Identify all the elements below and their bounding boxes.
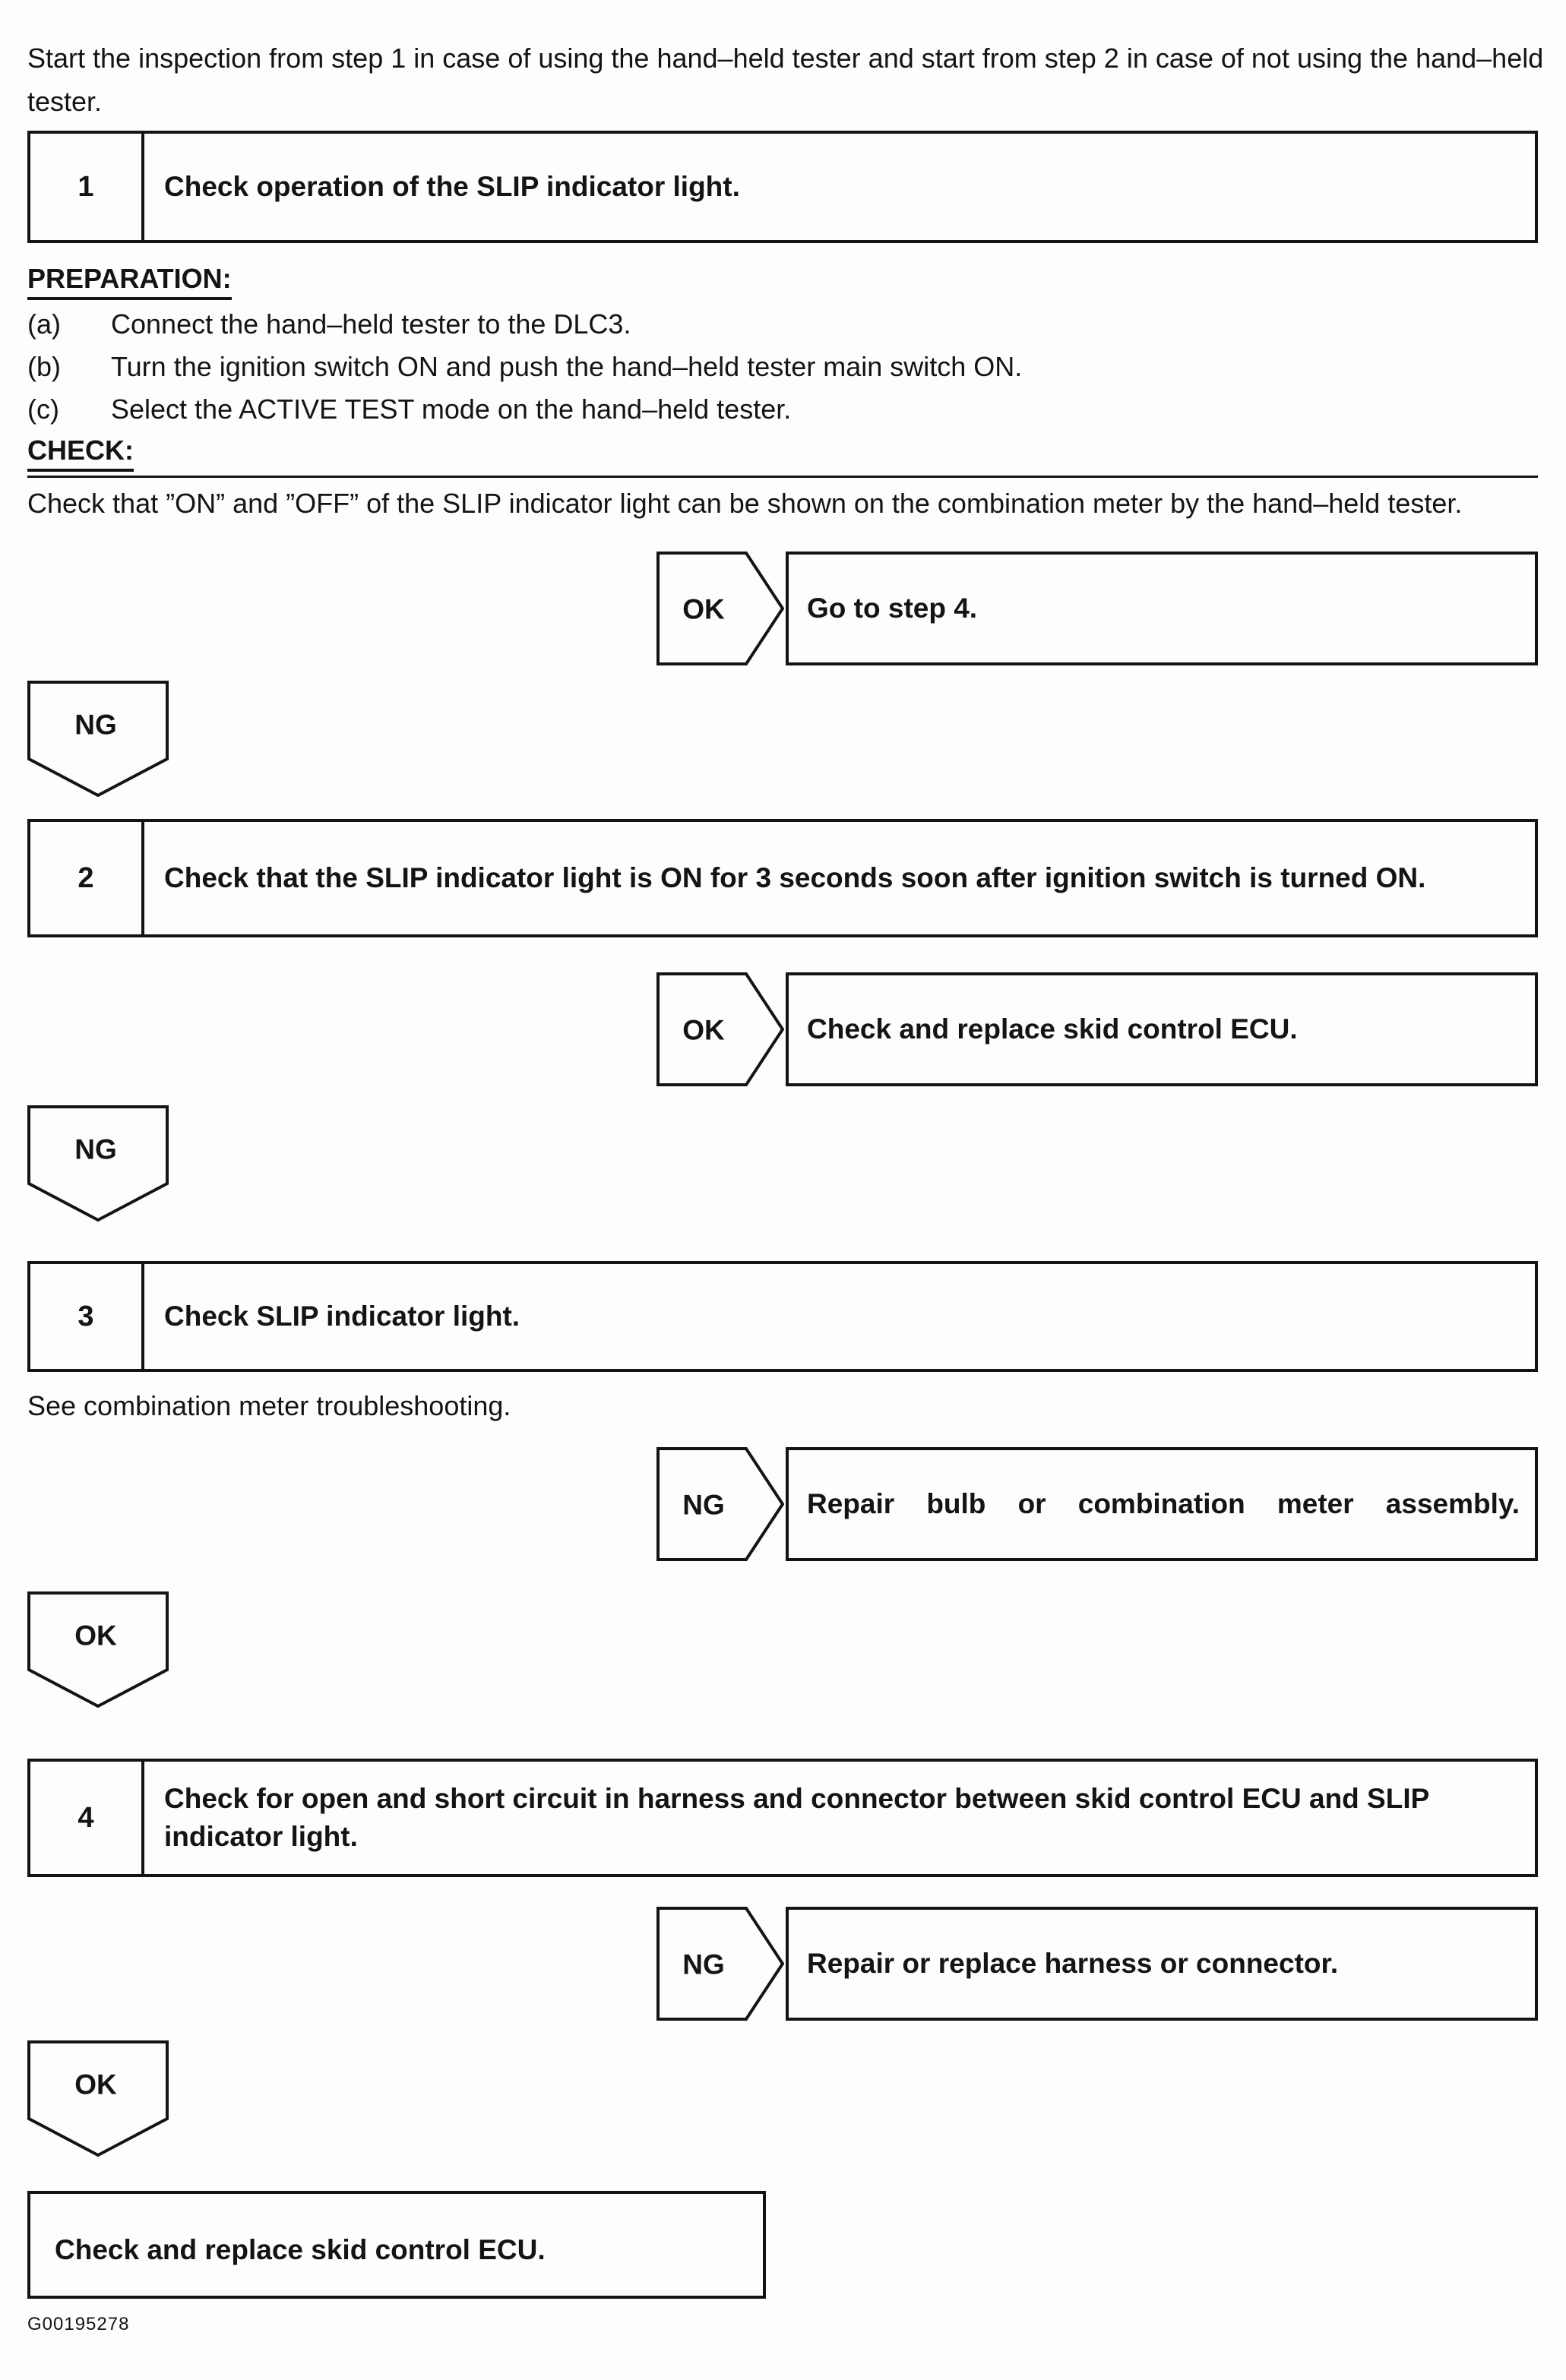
item-marker: (c) xyxy=(27,394,59,425)
figure-id: G00195278 xyxy=(27,2314,130,2334)
check-text: Check that ”ON” and ”OFF” of the SLIP indicator light can be shown on the combination meter by the hand–held tester. xyxy=(27,488,1463,519)
branch-ok-2 xyxy=(656,972,1538,1086)
ng-label: NG xyxy=(74,709,117,741)
item-text: Turn the ignition switch ON and push the hand–held tester main switch ON. xyxy=(111,351,1023,382)
result-box-replace-ecu xyxy=(786,972,1538,1086)
check-heading-text: CHECK: xyxy=(27,435,134,472)
ok-label: OK xyxy=(682,593,725,625)
final-action-box xyxy=(27,2191,766,2299)
branch-ng-1 xyxy=(656,1447,1538,1561)
ok-label: OK xyxy=(74,2069,117,2100)
branch-ok-1 xyxy=(656,552,1538,665)
ng-arrow-icon xyxy=(656,1447,784,1561)
ok-label: OK xyxy=(74,1620,117,1651)
preparation-heading-text: PREPARATION: xyxy=(27,263,232,300)
step-4-title: Check for open and short circuit in harness and connector between skid control ECU and SLIP indicator light. xyxy=(164,1783,1429,1852)
ng-label: NG xyxy=(682,1949,725,1980)
result-text: Repair bulb or combination meter assembly. xyxy=(807,1488,1520,1519)
final-action-text: Check and replace skid control ECU. xyxy=(55,2234,546,2265)
result-box-repair-bulb xyxy=(786,1447,1538,1561)
ng-label: NG xyxy=(74,1133,117,1165)
preparation-heading xyxy=(27,263,232,300)
step-3-number: 3 xyxy=(30,1264,144,1369)
item-text: Select the ACTIVE TEST mode on the hand–held tester. xyxy=(111,394,792,425)
intro-text: Start the inspection from step 1 in case of using the hand–held tester and start from step 2 in case of not using the hand–held tester. xyxy=(27,43,1544,117)
step-4-number: 4 xyxy=(30,1762,144,1874)
step-2-title: Check that the SLIP indicator light is ON for 3 seconds soon after ignition switch is turned ON. xyxy=(164,862,1426,893)
step-1-number: 1 xyxy=(30,134,144,240)
item-marker: (b) xyxy=(27,351,61,382)
result-box-repair-harness xyxy=(786,1907,1538,2021)
check-heading xyxy=(27,435,134,472)
ok-label: OK xyxy=(682,1014,725,1046)
preparation-item-a xyxy=(27,308,1552,340)
step-3-box xyxy=(27,1261,1538,1372)
ng-arrow-icon xyxy=(656,1907,784,2021)
item-text: Connect the hand–held tester to the DLC3. xyxy=(111,308,631,340)
ng-connector-icon xyxy=(27,1105,169,1222)
step-1-title: Check operation of the SLIP indicator light. xyxy=(164,171,740,202)
result-box-go-to-step-4 xyxy=(786,552,1538,665)
ng-label: NG xyxy=(682,1489,725,1521)
step-3-note: See combination meter troubleshooting. xyxy=(27,1390,511,1421)
preparation-item-b xyxy=(27,351,1552,383)
ok-connector-icon xyxy=(27,2040,169,2157)
step-3-title: Check SLIP indicator light. xyxy=(164,1301,520,1332)
branch-ng-2 xyxy=(656,1907,1538,2021)
check-divider xyxy=(27,476,1538,478)
result-text: Repair or replace harness or connector. xyxy=(807,1948,1339,1979)
preparation-item-c xyxy=(27,394,1552,425)
step-1-box xyxy=(27,131,1538,243)
result-text: Go to step 4. xyxy=(807,593,978,624)
ok-connector-icon xyxy=(27,1591,169,1708)
result-text: Check and replace skid control ECU. xyxy=(807,1013,1298,1045)
ok-arrow-icon xyxy=(656,972,784,1086)
item-marker: (a) xyxy=(27,308,61,340)
step-2-box xyxy=(27,819,1538,937)
ng-connector-icon xyxy=(27,681,169,798)
step-2-number: 2 xyxy=(30,822,144,934)
ok-arrow-icon xyxy=(656,552,784,665)
step-4-box xyxy=(27,1759,1538,1877)
